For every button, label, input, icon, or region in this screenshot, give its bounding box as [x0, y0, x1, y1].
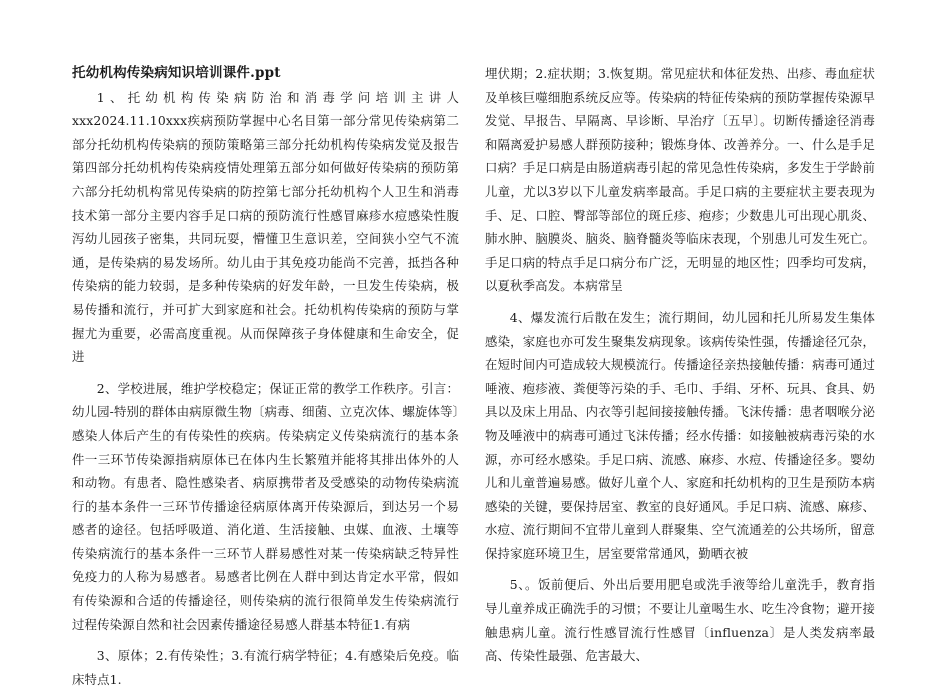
left-column: [72, 62, 459, 699]
paragraph-5: 5、。饭前便后、外出后要用肥皂或洗手液等给儿童洗手，教育指导儿童养成正确洗手的习惯；不要让儿童喝生水、吃生冷食物；避开接触患病儿童。流行性感冒流行性感冒〔influenza〕是人类发病率最高、传染性最强、危害最大、: [485, 577, 875, 664]
paragraph-3: 3、原体；2.有传染性；3.有流行病学特征；4.有感染后免疫。临床特点1.: [72, 648, 459, 687]
paragraph-2: 2、学校进展，维护学校稳定；保证正常的教学工作秩序。引言：幼儿园-特别的群体由病原微生物〔病毒、细菌、立克次体、螺旋体等〕感染人体后产生的有传染性的疾病。传染病定义传染病流行的基本条件一三环节传染源指病原体已在体内生长繁殖并能将其排出体外的人和动物。有患者、隐性感染者、病原携带者及受感染的动物传染病流行的基本条件一三环节传播途径病原体离开传染源后，到达另一个易感者的途径。包括呼吸道、消化道、生活接触、虫媒、血液、土壤等传染病流行的基本条件一三环节人群易感性对某一传染病缺乏特异性免疫力的人称为易感者。易感者比例在人群中到达肯定水平常，假如有传染源和合适的传播途径，则传染病的流行很简单发生传染病流行过程传染源自然和社会因素传播途径易感人群基本特征1.有病: [72, 380, 459, 632]
document-title: 托幼机构传染病知识培训课件.ppt: [72, 65, 281, 81]
right-column: [485, 62, 875, 676]
paragraph-3-continued: 埋伏期；2.症状期；3.恢复期。常见症状和体征发热、出疹、毒血症状及单核巨噬细胞系统反应等。传染病的特征传染病的预防掌握传染源早发觉、早报告、早隔离、早诊断、早治疗〔五早〕。切断传播途径消毒和隔离爱护易感人群预防接种；锻炼身体、改善养分。一、什么是手足口病？手足口病是由肠道病毒引起的常见急性传染病，多发生于学龄前儿童，尤以3岁以下儿童发病率最高。手足口病的主要症状主要表现为手、足、口腔、臀部等部位的斑丘疹、疱疹；少数患儿可出现心肌炎、肺水肿、脑膜炎、脑炎、脑脊髓炎等临床表现，个别患儿可发生死亡。手足口病的特点手足口病分布广泛，无明显的地区性；四季均可发病，以夏秋季高发。本病常呈: [485, 66, 875, 294]
paragraph-1: 1、托幼机构传染病防治和消毒学问培训主讲人xxx2024.11.10xxx疾病预防掌握中心名目第一部分常见传染病第二部分托幼机构传染病的预防策略第三部分托幼机构传染病发觉及报告第四部分托幼机构传染病疫情处理第五部分如何做好传染病的预防第六部分托幼机构常见传染病的防控第七部分托幼机构个人卫生和消毒技术第一部分主要内容手足口病的预防流行性感冒麻疹水痘感染性腹泻幼儿园孩子密集，共同玩耍，懵懂卫生意识差，空间狭小空气不流通，是传染病的易发场所。幼儿由于其免疫功能尚不完善，抵挡各种传染病的能力较弱，是多种传染病的好发年龄，一旦发生传染病，极易传播和流行，并可扩大到家庭和社会。托幼机构传染病的预防与掌握尤为重要，必需高度重视。从而保障孩子身体健康和生命安全，促进: [72, 89, 459, 365]
paragraph-4: 4、爆发流行后散在发生；流行期间，幼儿园和托儿所易发生集体感染，家庭也亦可发生聚集发病现象。该病传染性强，传播途径冗杂，在短时间内可造成较大规模流行。传播途径亲热接触传播：病毒可通过唾液、疱疹液、粪便等污染的手、毛巾、手绢、牙杯、玩具、食具、奶具以及床上用品、内衣等引起间接接触传播。飞沫传播：患者咽喉分泌物及唾液中的病毒可通过飞沫传播；经水传播：如接触被病毒污染的水源，亦可经水感染。手足口病、流感、麻疹、水痘、传播途径多。婴幼儿和儿童普遍易感。做好儿童个人、家庭和托幼机构的卫生是预防本病感染的关键，要保持居室、教室的良好通风。手足口病、流感、麻疹、水痘、流行期间不宜带儿童到人群聚集、空气流通差的公共场所，留意保持家庭环境卫生，居室要常常通风，勤晒衣被: [485, 309, 875, 561]
